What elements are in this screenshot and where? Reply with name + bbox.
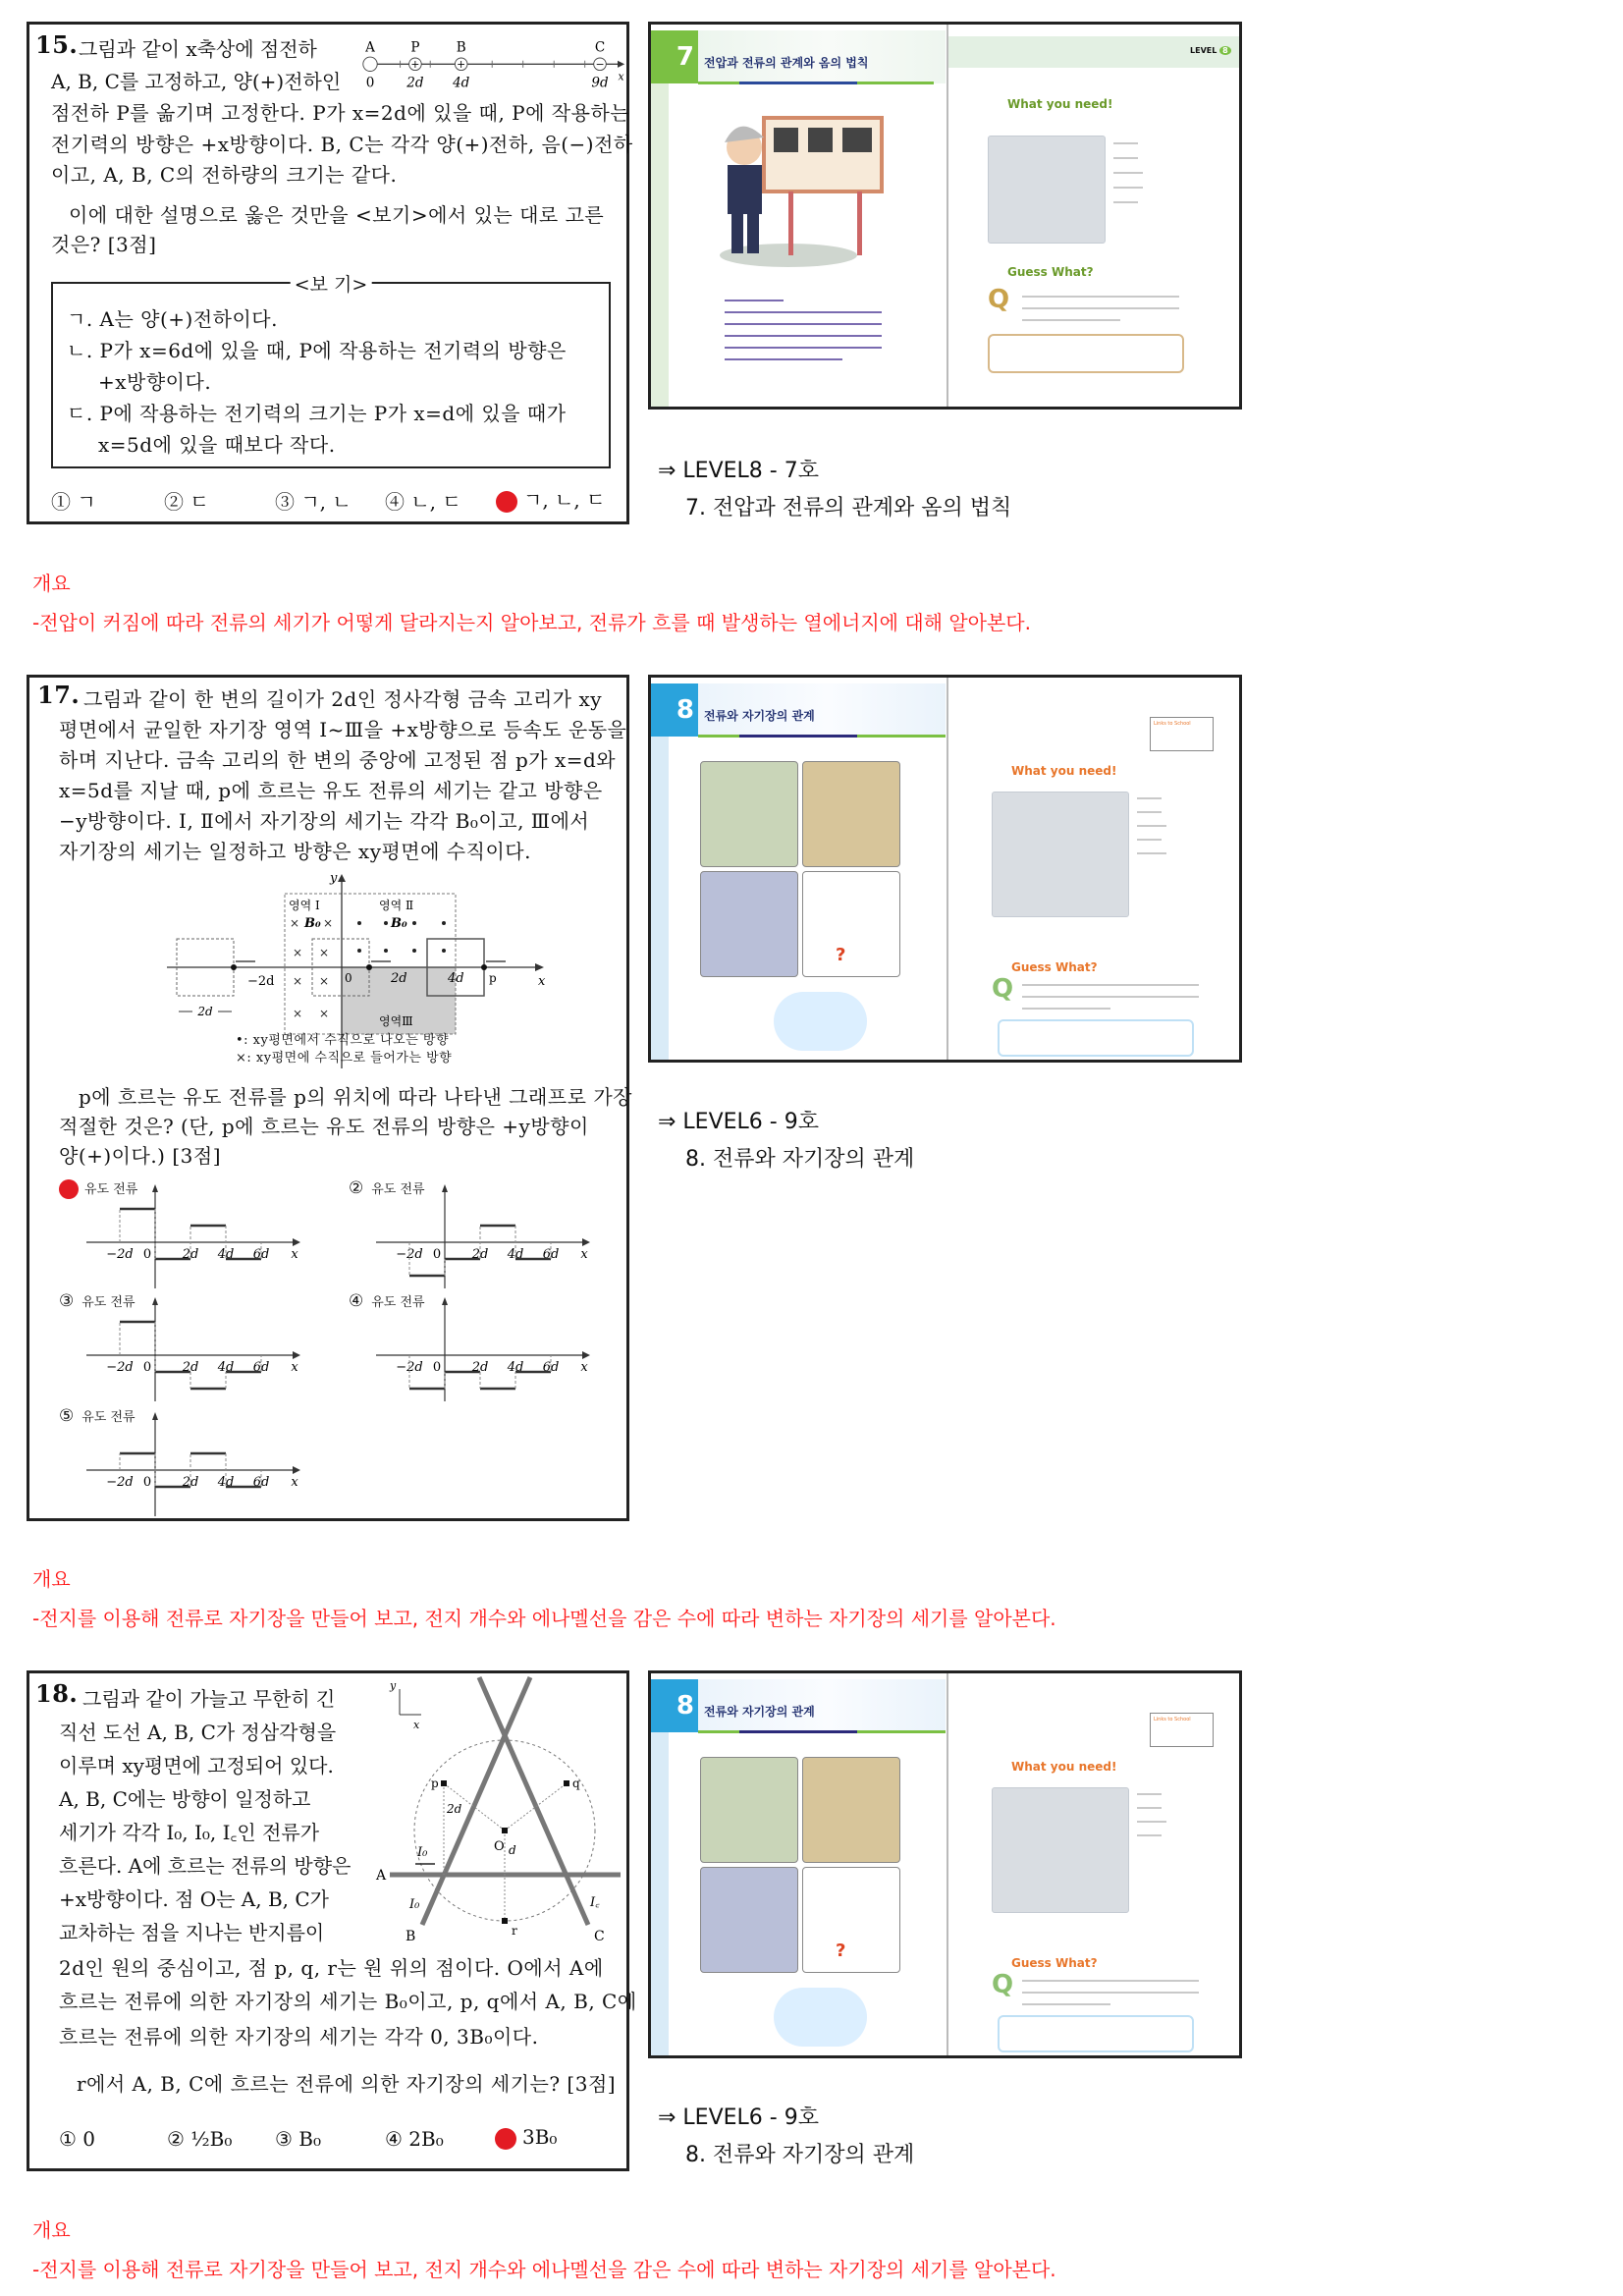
level-reference: ⇒ LEVEL6 - 9호 xyxy=(658,2105,819,2130)
answer-option-4[interactable] xyxy=(349,1291,594,1404)
arrow-icon xyxy=(293,1238,300,1246)
lesson-title: 8. 전류와 자기장의 관계 xyxy=(685,2143,915,2167)
charge-label: P xyxy=(410,39,420,56)
svg-text:×: × xyxy=(318,946,330,959)
axis-label: x xyxy=(413,1719,420,1731)
point-o xyxy=(502,1828,508,1833)
body-text-line xyxy=(1022,2003,1110,2005)
question-text: 이루며 xy평면에 고정되어 있다. xyxy=(59,1754,334,1777)
current-c-label: I꜀ xyxy=(590,1895,600,1910)
charge-label: C xyxy=(594,39,606,56)
choice-3[interactable]: ③ B₀ xyxy=(275,2127,322,2151)
list-line xyxy=(1137,852,1166,854)
choice-3[interactable]: ③ ㄱ, ㄴ xyxy=(275,490,352,514)
arrow-icon xyxy=(582,1238,590,1246)
page-strip xyxy=(651,737,669,1060)
tick-label: 2d xyxy=(471,1360,489,1375)
question-text: 흐르는 전류에 의한 자기장의 세기는 B₀이고, p, q에서 A, B, C에 xyxy=(59,1990,637,2013)
arrow-icon xyxy=(293,1466,300,1474)
tick-label: −2d xyxy=(106,1475,134,1490)
tick-label: x xyxy=(291,1475,298,1490)
question-text: A, B, C에는 방향이 일정하고 xyxy=(59,1787,311,1811)
guess-what-heading: Guess What? xyxy=(1011,1956,1098,1970)
left-page xyxy=(651,25,946,407)
tick-label: 0 xyxy=(142,1247,152,1262)
answer-dot-icon xyxy=(495,2128,516,2150)
question-prompt: 이에 대한 설명으로 옳은 것만을 <보기>에서 있는 대로 고른 xyxy=(69,203,605,227)
chapter-badge: 8 xyxy=(651,1679,698,1732)
body-text-line xyxy=(725,323,882,325)
scientist-illustration xyxy=(710,108,887,270)
chapter-badge: 7 xyxy=(651,30,698,83)
tick-label: 4d xyxy=(507,1247,524,1262)
summary-text: -전지를 이용해 전류로 자기장을 만들어 보고, 전지 개수와 에나멜선을 감은 수에 따라 변하는 자기장의 세기를 알아본다. xyxy=(32,1607,1056,1630)
option-marker: ② xyxy=(349,1178,364,1198)
list-line xyxy=(1137,1793,1162,1795)
point-p-label: p xyxy=(431,1777,439,1790)
choice-2[interactable]: ② ½B₀ xyxy=(167,2127,233,2151)
induced-current-graph xyxy=(59,1406,304,1519)
list-line xyxy=(1137,839,1162,841)
question-text: 흐르는 전류에 의한 자기장의 세기는 각각 0, 3B₀이다. xyxy=(59,2025,539,2049)
links-to-school-card: Links to School xyxy=(1150,1713,1214,1747)
axis-label: y xyxy=(390,1679,397,1692)
induced-current-graph xyxy=(59,1291,304,1404)
tick-label: 2d xyxy=(471,1247,489,1262)
choice-5-selected[interactable] xyxy=(495,2125,557,2150)
tick-label: −2d xyxy=(396,1247,423,1262)
body-text-line xyxy=(1022,996,1199,998)
question-text: 그림과 같이 x축상에 점전하 xyxy=(79,37,317,61)
body-text-line xyxy=(725,300,784,301)
tick-label: 4d xyxy=(217,1475,235,1490)
answer-note-box xyxy=(998,2015,1194,2052)
what-you-need-heading: What you need! xyxy=(1011,1760,1117,1774)
materials-photo xyxy=(988,136,1106,244)
question-text: +x방향이다. 점 O는 A, B, C가 xyxy=(59,1887,329,1911)
arrow-icon xyxy=(152,1184,158,1192)
lesson-title: 8. 전류와 자기장의 관계 xyxy=(685,1147,915,1172)
lesson-title: 7. 전압과 전류의 관계와 옴의 법칙 xyxy=(685,496,1012,520)
point-r-label: r xyxy=(512,1924,517,1938)
answer-option-5[interactable] xyxy=(59,1406,304,1519)
arrow-icon xyxy=(152,1412,158,1420)
body-text-line xyxy=(1022,1992,1199,1994)
tick-label: 0 xyxy=(345,971,352,985)
arrow-icon xyxy=(442,1297,448,1305)
body-text-line xyxy=(1022,1008,1110,1010)
graph-y-label: 유도 전류 xyxy=(371,1295,425,1310)
comic-panel-1 xyxy=(700,1757,798,1863)
left-page xyxy=(651,678,946,1060)
tick-label: x xyxy=(580,1360,588,1375)
summary-heading: 개요 xyxy=(32,2218,71,2242)
right-page xyxy=(948,25,1242,407)
wire-diagram xyxy=(368,1667,625,1947)
tick-label: x xyxy=(291,1360,298,1375)
question-text: 이고, A, B, C의 전하량의 크기는 같다. xyxy=(51,163,398,187)
tick-label: 2d xyxy=(182,1360,199,1375)
svg-text:×: × xyxy=(318,1007,330,1020)
axis-label: y xyxy=(330,872,338,886)
body-text-line xyxy=(1022,296,1179,298)
what-you-need-heading: What you need! xyxy=(1011,764,1117,778)
bogi-item: ㄱ. A는 양(+)전하이다. xyxy=(67,307,278,331)
current-b-label: I₀ xyxy=(409,1897,420,1912)
svg-text:×: × xyxy=(292,974,303,988)
guess-what-heading: Guess What? xyxy=(1011,960,1098,974)
question-text: 2d인 원의 중심이고, 점 p, q, r는 원 위의 점이다. O에서 A에 xyxy=(59,1956,604,1980)
wire-b xyxy=(422,1677,530,1925)
question-text: 세기가 각각 I₀, I₀, I꜀인 전류가 xyxy=(59,1821,320,1844)
tick-label: 6d xyxy=(252,1360,270,1375)
q-letter: Q xyxy=(988,285,1010,314)
bogi-item: ㄷ. P에 작용하는 전기력의 크기는 P가 x=d에 있을 때가 xyxy=(67,402,567,425)
question-17-box xyxy=(27,675,633,1521)
tick-label: 2d xyxy=(406,75,424,91)
chapter-title: 전류와 자기장의 관계 xyxy=(704,1705,815,1719)
comic-panel-2 xyxy=(802,1757,900,1863)
graph-y-label: 유도 전류 xyxy=(81,1295,135,1310)
arrow-icon xyxy=(293,1351,300,1359)
tick-label: 0 xyxy=(432,1360,442,1375)
question-prompt: 양(+)이다.) [3점] xyxy=(59,1144,221,1168)
tick-label: −2d xyxy=(106,1360,134,1375)
svg-text:×: × xyxy=(318,974,330,988)
point-p xyxy=(441,1780,447,1786)
answer-option-1[interactable] xyxy=(59,1178,304,1291)
question-text: −y방향이다. Ⅰ, Ⅱ에서 자기장의 세기는 각각 B₀이고, Ⅲ에서 xyxy=(59,809,590,833)
legend-in: ×: xy평면에 수직으로 들어가는 방향 xyxy=(236,1051,453,1066)
wire-c-label: C xyxy=(594,1929,605,1944)
question-prompt: 적절한 것은? (단, p에 흐르는 유도 전류의 방향은 +y방향이 xyxy=(59,1115,589,1138)
header-underline xyxy=(739,1730,857,1733)
tick-label: 4d xyxy=(448,971,464,986)
question-prompt: r에서 A, B, C에 흐르는 전류에 의한 자기장의 세기는? [3점] xyxy=(77,2072,617,2096)
list-line xyxy=(1113,172,1143,174)
b0-label: B₀ xyxy=(391,916,407,931)
question-text: 교차하는 점을 지나는 반지름이 xyxy=(59,1921,325,1944)
field-into-marks xyxy=(290,916,333,1020)
tick-label: 2d xyxy=(182,1475,199,1490)
point-q xyxy=(564,1780,569,1786)
region-1-label: 영역 Ⅰ xyxy=(289,899,320,912)
graph-y-label: 유도 전류 xyxy=(81,1410,135,1425)
list-line xyxy=(1113,201,1138,203)
summary-text: -전지를 이용해 전류로 자기장을 만들어 보고, 전지 개수와 에나멜선을 감은 수에 따라 변하는 자기장의 세기를 알아본다. xyxy=(32,2258,1056,2281)
question-text: 직선 도선 A, B, C가 정삼각형을 xyxy=(59,1721,337,1744)
body-text-line xyxy=(1022,984,1199,986)
question-text: 자기장의 세기는 일정하고 방향은 xy평면에 수직이다. xyxy=(59,840,531,863)
tick-label: −2d xyxy=(396,1360,423,1375)
choice-label: ㄱ, ㄴ, ㄷ xyxy=(523,488,606,512)
wire-b-label: B xyxy=(406,1929,416,1944)
distance-label: 2d xyxy=(447,1802,462,1816)
tick-label: 6d xyxy=(252,1247,270,1262)
list-line xyxy=(1137,1821,1166,1823)
svg-text:×: × xyxy=(292,946,303,959)
chapter-title: 전압과 전류의 관계와 옴의 법칙 xyxy=(704,56,869,70)
tick-label: −2d xyxy=(247,974,275,989)
tick-label: 0 xyxy=(142,1475,152,1490)
axis-arrow-icon xyxy=(618,61,624,68)
comic-panel-3 xyxy=(700,871,798,977)
answer-note-box xyxy=(988,334,1184,373)
tick-label: 6d xyxy=(252,1475,270,1490)
comic-panel-4 xyxy=(802,1867,900,1973)
q-letter: Q xyxy=(992,1970,1014,1999)
charge-label: B xyxy=(456,39,466,56)
summary-text: -전압이 커짐에 따라 전류의 세기가 어떻게 달라지는지 알아보고, 전류가 흐를 때 발생하는 열에너지에 대해 알아본다. xyxy=(32,611,1031,634)
option-marker: ⑤ xyxy=(59,1406,75,1426)
answer-option-2[interactable] xyxy=(349,1178,594,1291)
tick-label: 4d xyxy=(507,1360,524,1375)
question-number: 18. xyxy=(35,1679,79,1708)
svg-text:×: × xyxy=(292,1007,303,1020)
tick-label: x xyxy=(580,1247,588,1262)
list-line xyxy=(1113,157,1138,159)
sign-label: + xyxy=(457,57,466,71)
comic-panel-2 xyxy=(802,761,900,867)
arrow-icon xyxy=(535,963,544,971)
question-text: x=5d를 지날 때, p에 흐르는 유도 전류의 세기는 같고 방향은 xyxy=(59,779,603,802)
question-prompt: 것은? [3점] xyxy=(51,233,157,256)
charge-axis-diagram xyxy=(361,32,626,101)
question-text: 평면에서 균일한 자기장 영역 Ⅰ~Ⅲ을 +x방향으로 등속도 운동을 xyxy=(59,718,627,741)
thought-cloud xyxy=(774,992,867,1051)
level-reference: ⇒ LEVEL8 - 7호 xyxy=(658,459,819,483)
region-3-label: 영역Ⅲ xyxy=(379,1014,413,1028)
question-text: A, B, C를 고정하고, 양(+)전하인 xyxy=(51,70,342,93)
question-number: 15. xyxy=(35,30,79,59)
level-label: LEVEL 8 xyxy=(1190,46,1231,55)
wire-c xyxy=(479,1677,588,1925)
arrow-icon xyxy=(582,1351,590,1359)
point-r xyxy=(502,1918,508,1924)
question-prompt: p에 흐르는 유도 전류를 p의 위치에 따라 나타낸 그래프로 가장 xyxy=(79,1085,633,1109)
tick-label: 0 xyxy=(365,75,375,91)
bogi-item: x=5d에 있을 때보다 작다. xyxy=(98,433,336,457)
header-underline xyxy=(739,82,857,84)
region-2-label: 영역 Ⅱ xyxy=(379,899,414,912)
induced-current-graph xyxy=(59,1178,304,1291)
body-text-line xyxy=(725,347,882,349)
choice-4[interactable]: ④ ㄴ, ㄷ xyxy=(385,490,461,514)
materials-photo xyxy=(992,792,1129,917)
comic-panel-3 xyxy=(700,1867,798,1973)
bogi-item: ㄴ. P가 x=6d에 있을 때, P에 작용하는 전기력의 방향은 xyxy=(67,339,567,362)
body-text-line xyxy=(725,358,842,360)
question-15-box xyxy=(27,22,633,524)
tick-label: 2d xyxy=(182,1247,199,1262)
point-q-label: q xyxy=(572,1777,580,1790)
question-text: 흐른다. A에 흐르는 전류의 방향은 xyxy=(59,1854,352,1878)
question-text: 하며 지난다. 금속 고리의 한 변의 중앙에 고정된 점 p가 x=d와 xyxy=(59,748,617,772)
tick-label: x xyxy=(291,1247,298,1262)
page-strip xyxy=(651,83,669,407)
left-page xyxy=(651,1673,946,2055)
tick-label: −2d xyxy=(106,1247,134,1262)
list-line xyxy=(1137,825,1166,827)
level-reference: ⇒ LEVEL6 - 9호 xyxy=(658,1110,819,1134)
question-mark: ? xyxy=(836,1941,846,1961)
bogi-item: +x방향이다. xyxy=(98,370,212,394)
induced-current-graph xyxy=(349,1178,594,1291)
textbook-spread-3 xyxy=(648,1670,1242,2058)
summary-heading: 개요 xyxy=(32,1567,71,1591)
question-text: 그림과 같이 한 변의 길이가 2d인 정사각형 금속 고리가 xy xyxy=(83,687,603,711)
body-text-line xyxy=(1022,319,1120,321)
option-marker: ④ xyxy=(349,1291,364,1311)
tick-label: 6d xyxy=(542,1360,560,1375)
arrow-icon xyxy=(152,1297,158,1305)
list-line xyxy=(1137,811,1162,813)
b0-label: B₀ xyxy=(304,916,321,931)
page-strip xyxy=(651,1732,669,2055)
choice-1[interactable]: ① ㄱ xyxy=(51,490,96,514)
tick-label: 9d xyxy=(591,75,609,91)
tick-label: 6d xyxy=(542,1247,560,1262)
question-number: 17. xyxy=(37,681,81,709)
svg-text:×: × xyxy=(322,916,334,930)
answer-dot-icon xyxy=(496,491,517,513)
wire-a-label: A xyxy=(376,1868,387,1884)
choice-2[interactable]: ② ㄷ xyxy=(164,490,209,514)
tick-label: 4d xyxy=(217,1360,235,1375)
guess-what-heading: Guess What? xyxy=(1007,265,1094,279)
header-underline xyxy=(739,735,857,738)
charge-a xyxy=(363,57,377,71)
body-text-line xyxy=(725,311,882,313)
charge-label: A xyxy=(365,39,375,56)
choice-label: 3B₀ xyxy=(522,2125,558,2149)
what-you-need-heading: What you need! xyxy=(1007,97,1113,111)
graph-y-label: 유도 전류 xyxy=(84,1182,138,1197)
induced-current-graph xyxy=(349,1291,594,1404)
list-line xyxy=(1137,797,1162,799)
list-line xyxy=(1137,1807,1162,1809)
current-a-label: I₀ xyxy=(417,1845,428,1860)
option-marker: ③ xyxy=(59,1291,75,1311)
textbook-spread-2 xyxy=(648,675,1242,1063)
tick-label: 2d xyxy=(391,971,407,986)
materials-photo xyxy=(992,1787,1129,1913)
chapter-badge: 8 xyxy=(651,683,698,737)
right-page xyxy=(948,1673,1242,2055)
comic-panel-1 xyxy=(700,761,798,867)
right-page xyxy=(948,678,1242,1060)
links-to-school-card: Links to School xyxy=(1150,717,1214,751)
body-text-line xyxy=(1022,1980,1199,1982)
question-text: 그림과 같이 가늘고 무한히 긴 xyxy=(82,1687,336,1711)
list-line xyxy=(1137,1834,1162,1836)
list-line xyxy=(1113,187,1143,189)
legend-out: •: xy평면에서 수직으로 나오는 방향 xyxy=(236,1033,450,1048)
axis-label: x xyxy=(618,70,624,83)
body-text-line xyxy=(1022,307,1179,309)
body-text-line xyxy=(725,335,882,337)
tick-label: 0 xyxy=(432,1247,442,1262)
point-o-label: O xyxy=(494,1839,505,1854)
answer-note-box xyxy=(998,1019,1194,1057)
arrow-icon xyxy=(442,1184,448,1192)
bogi-title: <보 기> xyxy=(291,270,372,297)
list-line xyxy=(1113,142,1138,144)
answer-option-3[interactable] xyxy=(59,1291,304,1404)
textbook-spread-1 xyxy=(648,22,1242,410)
dimension-label: 2d xyxy=(197,1005,213,1018)
arrow-icon xyxy=(338,874,346,882)
comic-panel-4 xyxy=(802,871,900,977)
choice-5-selected[interactable] xyxy=(496,484,605,513)
sign-label: + xyxy=(410,57,420,71)
q-letter: Q xyxy=(992,974,1014,1004)
choice-4[interactable]: ④ 2B₀ xyxy=(385,2127,444,2151)
summary-heading: 개요 xyxy=(32,572,71,595)
svg-text:×: × xyxy=(289,916,300,930)
sign-label: − xyxy=(595,57,605,71)
question-mark: ? xyxy=(836,945,846,965)
distance-label: d xyxy=(509,1843,516,1857)
thought-cloud xyxy=(774,1988,867,2047)
question-text: 전기력의 방향은 +x방향이다. B, C는 각각 양(+)전하, 음(−)전하 xyxy=(51,133,633,156)
tick-label: 0 xyxy=(142,1360,152,1375)
chapter-title: 전류와 자기장의 관계 xyxy=(704,709,815,723)
point-p-label: p xyxy=(489,971,497,985)
question-18-box xyxy=(27,1670,637,2171)
tick-label: 4d xyxy=(453,75,470,91)
axis-label: x xyxy=(538,974,546,989)
tick-label: 4d xyxy=(217,1247,235,1262)
bogi-box xyxy=(51,274,611,468)
graph-y-label: 유도 전류 xyxy=(371,1182,425,1197)
question-text: 점전하 P를 옮기며 고정한다. P가 x=2d에 있을 때, P에 작용하는 xyxy=(51,101,630,125)
choice-1[interactable]: ① 0 xyxy=(59,2127,96,2151)
